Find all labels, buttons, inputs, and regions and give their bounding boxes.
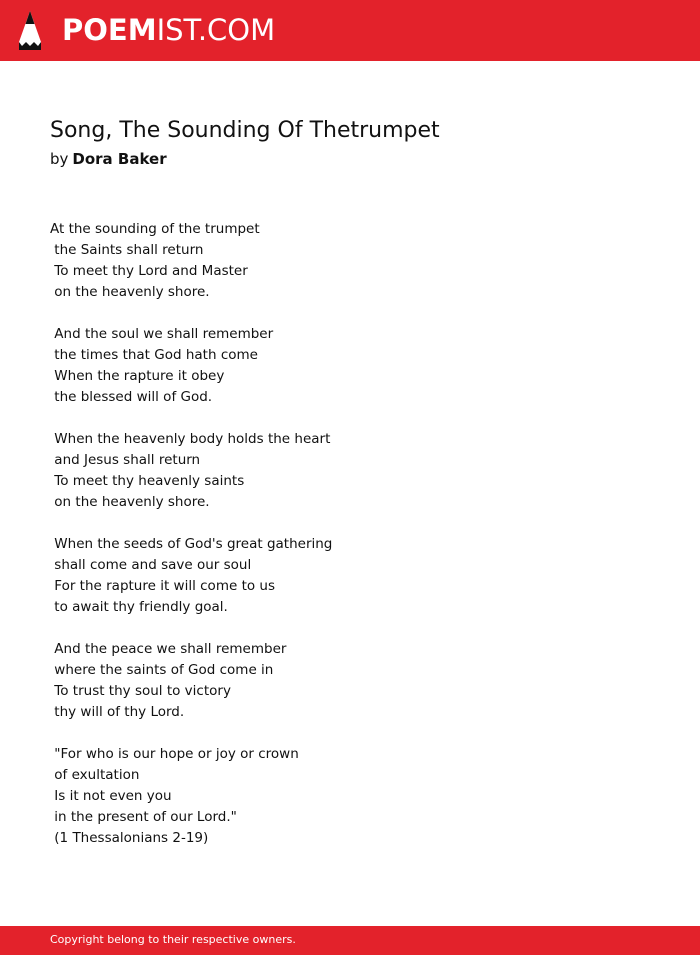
author-name[interactable]: Dora Baker	[72, 150, 167, 168]
byline	[50, 149, 167, 169]
pencil-tip-icon	[18, 10, 42, 51]
logo-light: IST.COM	[156, 13, 276, 47]
logo-bold: POEM	[62, 13, 157, 47]
poem-title: Song, The Sounding Of Thetrumpet	[50, 118, 440, 143]
site-logo[interactable]	[62, 12, 275, 48]
site-footer	[0, 926, 700, 955]
by-label: by	[50, 150, 69, 168]
copyright-text: Copyright belong to their respective owners.	[50, 933, 296, 946]
site-header	[0, 0, 700, 61]
poem-body: At the sounding of the trumpet the Saints shall return To meet thy Lord and Master on the heavenly shore. And the soul we shall remember the times that God hath come When the rapture it obey the blessed will of God. When the heavenly body holds the heart and Jesus shall return To meet thy heavenly saints on the heavenly shore. When the seeds of God's great gathering shall come and save our soul For the rapture it will come to us to await thy friendly goal. And the peace we shall remember where the saints of God come in To trust thy soul to victory thy will of thy Lord. "For who is our hope or joy or crown of exultation Is it not even you in the present of our Lord." (1 Thessalonians 2-19)	[50, 221, 333, 846]
